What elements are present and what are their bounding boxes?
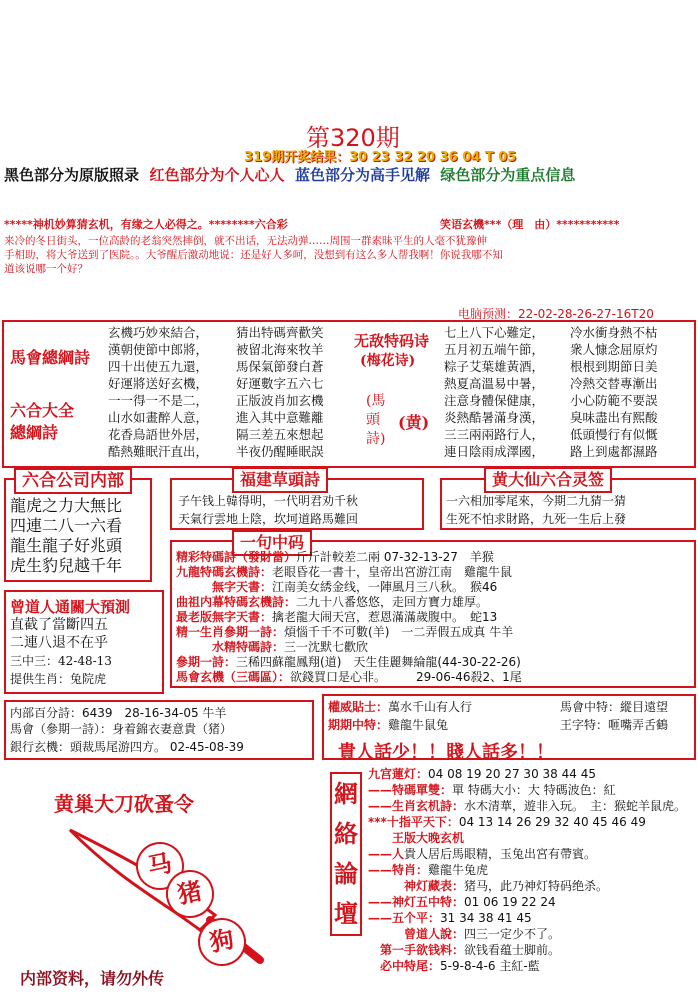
tips-label: 權威貼士： (328, 700, 389, 714)
intro-right-title: 笑语玄機***（理 由）*********** (440, 218, 620, 231)
center-line-label: 水精特碼詩： (176, 640, 285, 654)
liuhe-line: 虎生豹兒越千年 (10, 556, 123, 575)
forum-lines (368, 766, 686, 974)
intro-line: 来冷的冬日街头，一位高龄的老翁突然摔倒，就不出话，无法动弹……周围一群素昧平生的人毫不犹豫伸 (4, 235, 487, 247)
forum-line (368, 830, 686, 846)
special-line (328, 718, 448, 733)
poem-col-2 (236, 324, 324, 460)
forum-line-text: 猪马，此乃神灯特码绝杀。 (464, 879, 609, 893)
center-line-text: 斤斤計較差二兩 07-32-13-27 羊猴 (296, 550, 494, 564)
poem-line: 七上八下心難定， (444, 325, 545, 340)
forum-line (368, 798, 686, 814)
path-title: 曾道人通關大預測 (10, 598, 131, 616)
poem-col-1 (108, 324, 208, 460)
intro-text (4, 234, 694, 276)
center-lines (176, 550, 522, 685)
center-line-label: 最老版無字天書： (176, 610, 273, 624)
poem-label-liuhe: 六合大全總綱詩 (10, 401, 75, 442)
poem-line: 花香鳥語世外居， (108, 427, 209, 442)
center-line (176, 595, 522, 610)
poem-label-horse: 馬會總綱詩 (10, 348, 91, 367)
center-line (176, 565, 522, 580)
poem-col-4 (570, 324, 658, 460)
forum-line-text: 01 06 19 22 24 (464, 895, 556, 909)
forum-line-text: 5-9-8-4-6 主紅-藍 (440, 959, 540, 973)
poem-line: 炎熱酷暑滿身漢， (444, 410, 545, 425)
legend-blue: 蓝色部分为高手见解 (294, 166, 430, 184)
forum-line (368, 910, 686, 926)
poem-mid-title: 无敌特码诗 (354, 332, 430, 350)
center-line (176, 610, 522, 625)
poem-line: 猜出特碼齊歡笑 (236, 325, 324, 340)
poem-line: 熱夏高溫易中暑， (444, 376, 545, 391)
forum-line-label: ——神灯五中特： (368, 895, 465, 909)
king-special: 王字特：咂嘴弄舌鶴 (560, 718, 669, 732)
forum-line-label: 曾道人說： (368, 927, 465, 941)
poem-line: 四十出使五九還， (108, 359, 209, 374)
forum-line (368, 782, 686, 798)
center-line (176, 655, 522, 670)
path-three: 三中三：42-48-13 (10, 654, 112, 668)
poem-mid-color: (黄) (398, 413, 430, 432)
forum-line-text: 31 34 38 41 45 (440, 911, 532, 925)
color-legend (4, 164, 575, 185)
poem-line: 衆人慷念屈原灼 (570, 342, 658, 357)
tips-line (328, 700, 472, 715)
fujian-line: 子午钱上韓得明，一代明君劝千秋 (178, 494, 359, 508)
poem-line: 粽子艾葉雄黃酒， (444, 359, 545, 374)
forum-line-text: 04 13 14 26 29 32 40 45 46 49 (458, 815, 646, 829)
poem-line: 路上到處都濕路 (570, 444, 658, 459)
poem-line: 小心防範不要誤 (570, 393, 658, 408)
path-line: 直截了當斷四五 (10, 617, 108, 633)
forum-line-text: 單 特碼大小：大 特碼波色：紅 (452, 783, 616, 797)
forum-line (368, 958, 686, 974)
forum-line-label: ——生肖玄机詩： (368, 799, 465, 813)
center-line-label: 九龍特碼玄機詩： (176, 565, 273, 579)
center-line (176, 580, 522, 595)
liuhe-line: 四連二八一六看 (10, 516, 123, 535)
forum-line (368, 894, 686, 910)
fujian-lines (178, 492, 358, 528)
knife-char-2: 猪 (162, 866, 219, 923)
poem-line: 連日陰雨成澤國， (444, 444, 545, 459)
forum-title: 網絡論壇 (330, 772, 362, 936)
fujian-line: 天氣行雲地上陰，坎坷道路馬難回 (178, 512, 359, 526)
poem-line: 五月初五端午節， (444, 342, 545, 357)
horse-line: 馬會（參期一詩）：身着錦衣妻意貴（猪） (10, 722, 233, 736)
poem-line: 一一得一不是二， (108, 393, 209, 408)
forum-line-label: ——特碼單雙： (368, 783, 453, 797)
forum-line-text: 04 08 19 20 27 30 38 44 45 (428, 767, 596, 781)
liuhe-line: 龍生龍子好兆頭 (10, 536, 123, 555)
legend-black: 黑色部分为原版照录 (4, 166, 140, 184)
tips-text: 萬水千山有人行 (388, 700, 473, 714)
center-line-text: 欲錢買口是心非。 29-06-46殺2、1尾 (290, 670, 522, 684)
poem-line: 三三兩兩路行人， (444, 427, 545, 442)
forum-line (368, 942, 686, 958)
center-line-text: 二九十八番悠悠，走回方寶力雄厚。 (296, 595, 489, 609)
center-line-text: 三稀四蘇龍鳳翔(道) 天生佳麗舞綸龍(44-30-22-26) (236, 655, 521, 669)
bank-line: 銀行玄機：頭裁馬尾游四方。 02-45-08-39 (10, 740, 244, 754)
forum-line (368, 926, 686, 942)
knife-char-3: 狗 (194, 914, 251, 971)
poem-line: 好運將送好玄機， (108, 376, 209, 391)
poem-line: 好運數字五六七 (236, 376, 324, 391)
center-line-text: 三一沈默七歡欣 (284, 640, 369, 654)
center-line-text: 煩惱千千不可數(羊) 一二弄假五成真 牛羊 (284, 625, 514, 639)
poem-mid-subtitle: (梅花诗) (360, 353, 416, 369)
path-provider: 提供生肖：兔院虎 (10, 672, 107, 686)
forum-line-label: 必中特尾： (368, 959, 441, 973)
intro-line: 手相助，将大爷送到了医院。。大爷醒后激动地说：还是好人多呵，没想到有这么多人帮我啊！你说我哪不知 (4, 249, 503, 261)
path-lines (10, 616, 112, 688)
forum-line (368, 814, 686, 830)
center-line-label: 精彩特碼詩（發財當） (176, 550, 297, 564)
center-line-label: 馬會玄機（三碼區）： (176, 670, 291, 684)
poem-col-3 (444, 324, 544, 460)
poem-line: 冷熱交替專漸出 (570, 376, 658, 391)
center-line-text: 擒老龍大闹天宫，惹恩滿滿歲腹中。 蛇13 (272, 610, 498, 624)
forum-line (368, 846, 686, 862)
center-line-label: 參期一詩： (176, 655, 237, 669)
huang-line: 一六相加零尾來，今期二九猜一猜 (446, 494, 627, 508)
legend-green: 绿色部分为重点信息 (440, 166, 576, 184)
forum-line (368, 862, 686, 878)
forum-line-text: 貴人居后馬眼精，玉兔出宮有帶賓。 (404, 847, 597, 861)
poem-line: 半夜仍醒睡眠誤 (236, 444, 324, 459)
forum-line-text: 水木清華，遊非入玩。 主：猴蛇羊鼠虎。 (464, 799, 687, 813)
forum-line-text: 欲钱看蕴士脚前。 (464, 943, 561, 957)
center-line (176, 550, 522, 565)
huang-lines (446, 492, 626, 528)
bottom-note: 内部资料，请勿外传 (20, 969, 165, 988)
huang-title: 黄大仙六合灵签 (484, 467, 612, 493)
slogan: 貴人話少！！賤人話多！！ (338, 742, 554, 763)
poem-line: 進入其中意難離 (236, 410, 324, 425)
intro-line: 道该说哪一个好？ (4, 263, 88, 275)
poem-line: 漢朝使節中郎將， (108, 342, 209, 357)
liuhe-line: 龍虎之力大無比 (10, 496, 123, 515)
poem-line: 玄機巧妙來結合， (108, 325, 209, 340)
forum-line-label: 神灯藏表： (368, 879, 465, 893)
liuhe-lines (10, 496, 122, 576)
poem-line: 酷熱難眠汗直出， (108, 444, 209, 459)
knife-title: 黄巢大刀砍蚤令 (54, 792, 194, 816)
horse-special: 馬會中特：縱目遠望 (560, 700, 669, 714)
poem-line: 被留北海來牧羊 (236, 342, 324, 357)
forum-line-label: ***十指平天下： (368, 815, 459, 829)
issue-title: 第320期 (306, 124, 400, 152)
last-result: 319期开奖结果：30 23 32 20 36 04 T 05 (244, 150, 517, 165)
forum-line-text: 四三一定少不了。 (464, 927, 561, 941)
center-line-label: 無字天書： (176, 580, 273, 594)
forum-line-label: 九宫蓮灯： (368, 767, 429, 781)
poem-line: 隔三差五來想起 (236, 427, 324, 442)
poem-line: 注意身體保健康， (444, 393, 545, 408)
center-line-text: 江南美女綉金线，一陣風月三八秋。 猴46 (272, 580, 498, 594)
insider-line: 内部百分詩：6439 28-16-34-05 牛羊 (10, 706, 227, 720)
poem-line: 臭味盡出有熙酸 (570, 410, 658, 425)
center-line-label: 精一生肖參期一詩： (176, 625, 285, 639)
forum-line-label: ——五个平： (368, 911, 441, 925)
forum-line-label: ——特肖： (368, 863, 429, 877)
poem-mid-animal: (馬頭詩) (366, 393, 386, 447)
forum-line-text: 雞龍牛兔虎 (428, 863, 489, 877)
poem-line: 冷水衝身熱不枯 (570, 325, 658, 340)
special-label: 期期中特： (328, 718, 389, 732)
legend-red: 红色部分为个人心人 (149, 166, 285, 184)
intro-left-title: *****神机妙算猜玄机，有缘之人必得之。********六合彩 (4, 218, 288, 231)
liuhe-title: 六合公司内部 (14, 468, 132, 494)
poem-line: 低頭慢行有似慨 (570, 427, 658, 442)
yiju-title: 一句中码 (232, 530, 312, 556)
fujian-title: 福建草頭詩 (232, 467, 328, 493)
center-line-label: 曲祖内幕特碼玄機詩： (176, 595, 297, 609)
knife-char-1: 马 (132, 838, 189, 895)
computer-prediction: 电脑预测：22-02-28-26-27-16T20 (458, 307, 654, 321)
poem-line: 根根到期節日美 (570, 359, 658, 374)
poem-line: 山水如畫醉人意， (108, 410, 209, 425)
huang-line: 生死不怕求財路，九死一生后上發 (446, 512, 627, 526)
center-line-text: 老眼昏花一書十，皇帝出宮游江南 雞龍牛鼠 (272, 565, 513, 579)
center-line (176, 640, 522, 655)
center-line (176, 625, 522, 640)
path-line: 二連八退不在乎 (10, 635, 108, 651)
forum-line-label: ——人 (368, 847, 405, 861)
special-text: 雞龍牛鼠兔 (388, 718, 449, 732)
forum-line-label: 王版大晚玄机 (368, 831, 465, 845)
center-line (176, 670, 522, 685)
forum-line (368, 766, 686, 782)
forum-line-label: 第一手欲钱料： (368, 943, 465, 957)
poem-line: 正版波肖加玄機 (236, 393, 324, 408)
poem-line: 馬保氣節發白蒼 (236, 359, 324, 374)
forum-line (368, 878, 686, 894)
